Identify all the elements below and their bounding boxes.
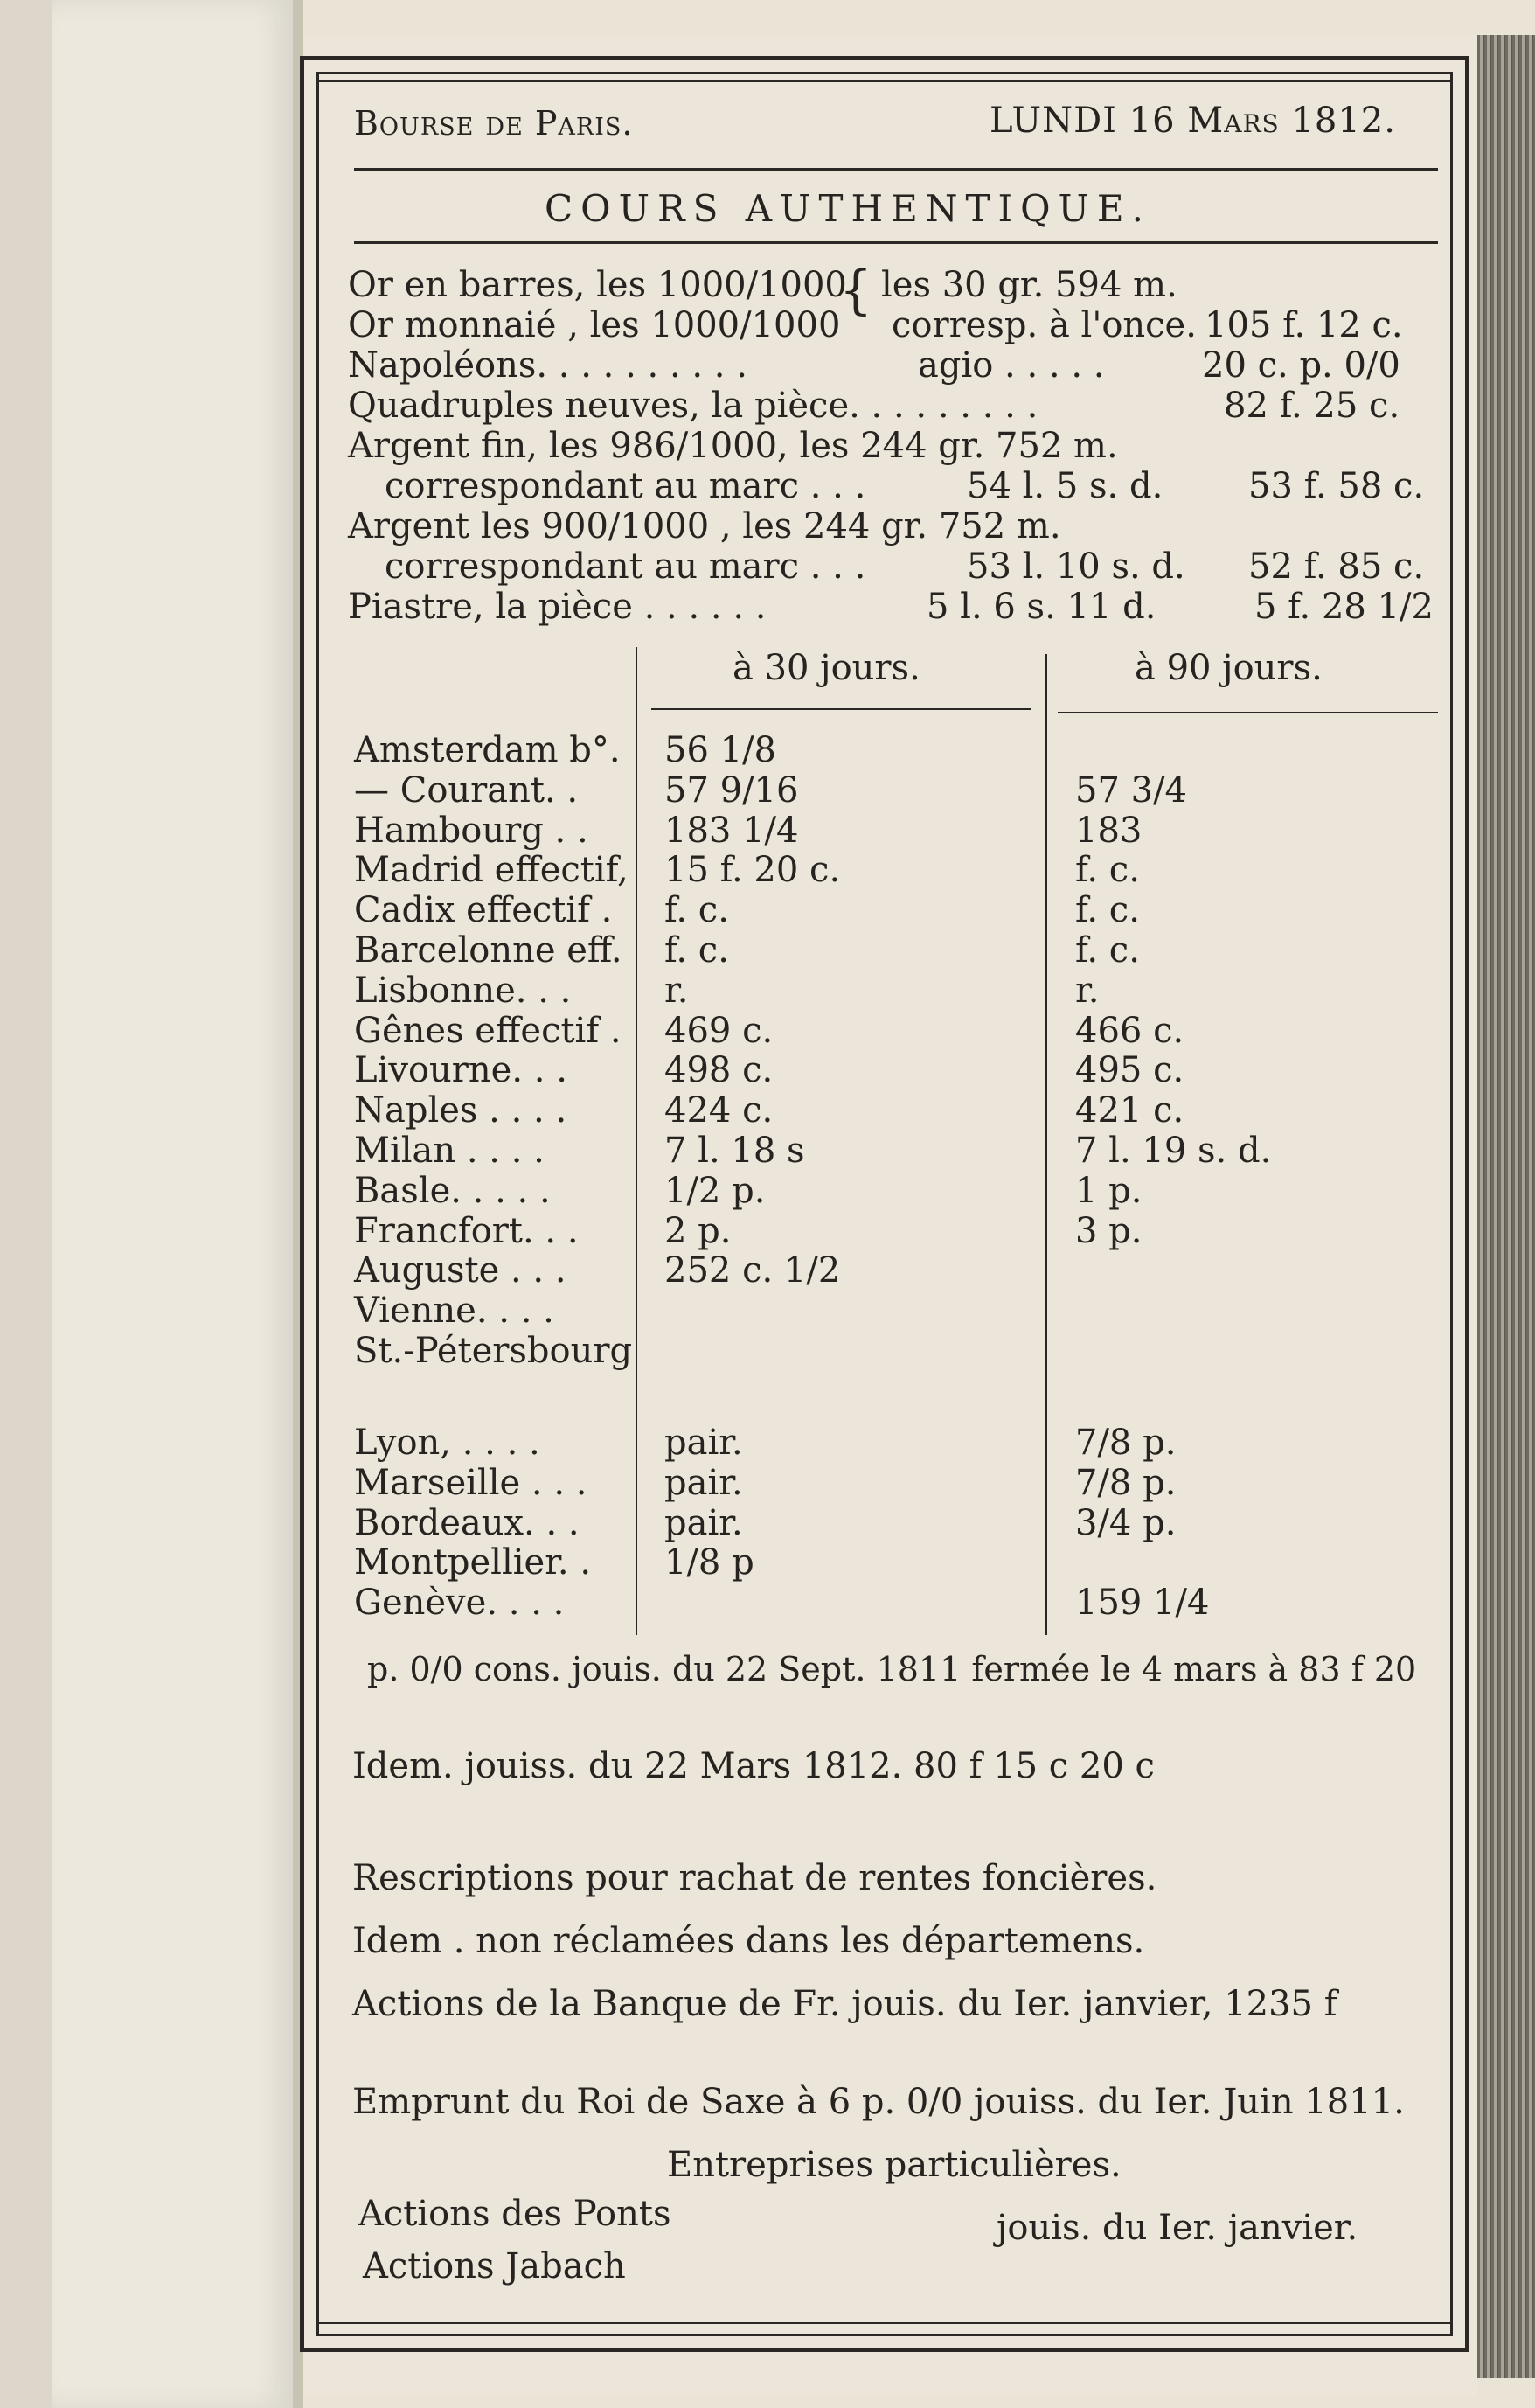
exchange-rate-30: 498 c.: [664, 1050, 774, 1091]
argent-900-corresp: correspondant au marc . . .: [385, 546, 866, 587]
entreprises-heading: Entreprises particulières.: [667, 2145, 1122, 2185]
exchange-place: Auguste . . .: [354, 1250, 566, 1291]
header-bourse: Bourse de Paris.: [354, 104, 634, 143]
exchange-rate-90: 7 l. 19 s. d.: [1075, 1131, 1272, 1171]
or-barres-label: Or en barres, les 1000/1000: [348, 265, 847, 305]
exchange-rate-90: 57 3/4: [1075, 769, 1187, 811]
header-date: LUNDI 16 Mars 1812.: [990, 101, 1396, 141]
exchange-rate-30: pair.: [664, 1423, 743, 1463]
exchange-rate-30: 183 1/4: [664, 810, 799, 851]
rente-line-1: p. 0/0 cons. jouis. du 22 Sept. 1811 fermée le 4 mars à 83 f 20: [367, 1650, 1417, 1688]
table-divider-right: [1045, 654, 1047, 1635]
table-divider-left: [636, 647, 637, 1635]
exchange-rate-90: 421 c.: [1075, 1090, 1184, 1131]
exchange-rate-90: 3 p.: [1075, 1210, 1143, 1251]
exchange-rate-30: 57 9/16: [664, 769, 799, 811]
border-rule-bottom: [316, 2322, 1453, 2324]
napoleons-value: 20 c. p. 0/0: [1202, 345, 1400, 386]
brace: {: [839, 260, 873, 321]
exchange-place: Basle. . . . .: [354, 1170, 551, 1211]
exchange-rate-90: r.: [1075, 970, 1100, 1011]
rente-line-3: Rescriptions pour rachat de rentes foncières.: [352, 1858, 1157, 1898]
exchange-rate-30: 2 p.: [664, 1210, 732, 1251]
or-rate-1: les 30 gr. 594 m.: [881, 265, 1177, 305]
exchange-place: St.-Pétersbourg: [354, 1331, 633, 1371]
exchange-place: Francfort. . .: [354, 1210, 579, 1251]
book-left-margin: [0, 0, 52, 2408]
exchange-rate-30: r.: [664, 970, 689, 1011]
exchange-place: Marseille . . .: [354, 1462, 587, 1503]
exchange-rate-90: f. c.: [1075, 850, 1140, 891]
exchange-place: Amsterdam b°.: [354, 730, 621, 770]
exchange-rate-90: 159 1/4: [1075, 1583, 1210, 1624]
exchange-rate-30: 469 c.: [664, 1010, 774, 1051]
exchange-rate-30: pair.: [664, 1502, 743, 1543]
column-30-rule: [651, 708, 1031, 710]
border-rule-top: [316, 80, 1453, 82]
exchange-rate-30: f. c.: [664, 890, 729, 931]
exchange-rate-30: 1/8 p: [664, 1542, 754, 1583]
exchange-place: Vienne. . . .: [354, 1291, 554, 1332]
piastre-label: Piastre, la pièce . . . . . .: [348, 587, 767, 627]
quadruples-value: 82 f. 25 c.: [1224, 386, 1400, 426]
argent-900-label: Argent les 900/1000 , les 244 gr. 752 m.: [348, 506, 1061, 546]
or-rate-2: corresp. à l'once.: [892, 305, 1197, 345]
column-90-jours: à 90 jours.: [1135, 648, 1323, 688]
rente-line-2: Idem. jouiss. du 22 Mars 1812. 80 f 15 c 20 c: [352, 1746, 1155, 1786]
header-rule: [354, 168, 1438, 171]
exchange-rate-90: 7/8 p.: [1075, 1423, 1177, 1463]
exchange-rate-90: 495 c.: [1075, 1050, 1184, 1091]
page-title: COURS AUTHENTIQUE.: [545, 187, 1151, 230]
actions-jouis: jouis. du Ier. janvier.: [997, 2208, 1358, 2248]
exchange-rate-90: 3/4 p.: [1075, 1502, 1177, 1543]
argent-fin-lsd: 54 l. 5 s. d.: [967, 466, 1163, 506]
piastre-value: 5 f. 28 1/2: [1254, 587, 1434, 627]
napoleons-label: Napoléons. . . . . . . . . .: [348, 345, 747, 386]
exchange-rate-30: pair.: [664, 1462, 743, 1503]
exchange-place: — Courant. .: [354, 769, 579, 811]
exchange-place: Madrid effectif,: [354, 850, 629, 891]
exchange-place: Cadix effectif .: [354, 890, 613, 931]
or-monnaie-label: Or monnaié , les 1000/1000: [348, 305, 841, 345]
argent-fin-label: Argent fin, les 986/1000, les 244 gr. 752 m.: [348, 426, 1118, 466]
exchange-rate-90: 183: [1075, 810, 1143, 851]
exchange-place: Gênes effectif .: [354, 1010, 622, 1051]
facing-page: [52, 0, 293, 2408]
exchange-rate-90: 7/8 p.: [1075, 1462, 1177, 1503]
exchange-place: Bordeaux. . .: [354, 1502, 580, 1543]
column-30-jours: à 30 jours.: [733, 648, 920, 688]
exchange-rate-30: f. c.: [664, 930, 729, 971]
rente-line-4: Idem . non réclamées dans les départemens.: [352, 1921, 1145, 1961]
exchange-place: Milan . . . .: [354, 1131, 545, 1171]
argent-fin-value: 53 f. 58 c.: [1248, 466, 1425, 506]
or-value: 105 f. 12 c.: [1205, 305, 1403, 345]
exchange-place: Lyon, . . . .: [354, 1423, 540, 1463]
exchange-rate-30: 7 l. 18 s: [664, 1131, 805, 1171]
exchange-place: Barcelonne eff.: [354, 930, 622, 971]
argent-fin-corresp: correspondant au marc . . .: [385, 466, 866, 506]
exchange-rate-90: 1 p.: [1075, 1170, 1143, 1211]
column-90-rule: [1058, 712, 1438, 713]
exchange-place: Livourne. . .: [354, 1050, 567, 1091]
exchange-place: Naples . . . .: [354, 1090, 567, 1131]
exchange-rate-90: 466 c.: [1075, 1010, 1184, 1051]
exchange-place: Hambourg . .: [354, 810, 588, 851]
exchange-rate-30: 56 1/8: [664, 730, 776, 770]
exchange-rate-30: 15 f. 20 c.: [664, 850, 841, 891]
exchange-rate-30: 424 c.: [664, 1090, 774, 1131]
title-rule: [354, 241, 1438, 244]
exchange-rate-90: f. c.: [1075, 890, 1140, 931]
argent-900-lsd: 53 l. 10 s. d.: [967, 546, 1185, 587]
napoleons-agio: agio . . . . .: [918, 345, 1105, 386]
rente-line-5: Actions de la Banque de Fr. jouis. du Ier. janvier, 1235 f: [352, 1984, 1337, 2024]
page-edges: [1477, 35, 1535, 2378]
actions-ponts: Actions des Ponts: [358, 2194, 671, 2234]
exchange-rate-90: f. c.: [1075, 930, 1140, 971]
exchange-place: Montpellier. .: [354, 1542, 592, 1583]
exchange-place: Genève. . . .: [354, 1583, 565, 1624]
piastre-lsd: 5 l. 6 s. 11 d.: [927, 587, 1156, 627]
rente-line-6: Emprunt du Roi de Saxe à 6 p. 0/0 jouiss. du Ier. Juin 1811.: [352, 2082, 1405, 2122]
exchange-rate-30: 1/2 p.: [664, 1170, 766, 1211]
quadruples-label: Quadruples neuves, la pièce. . . . . . . . .: [348, 386, 1038, 426]
exchange-rate-30: 252 c. 1/2: [664, 1250, 841, 1291]
argent-900-value: 52 f. 85 c.: [1248, 546, 1425, 587]
exchange-place: Lisbonne. . .: [354, 970, 572, 1011]
actions-jabach: Actions Jabach: [363, 2246, 626, 2286]
